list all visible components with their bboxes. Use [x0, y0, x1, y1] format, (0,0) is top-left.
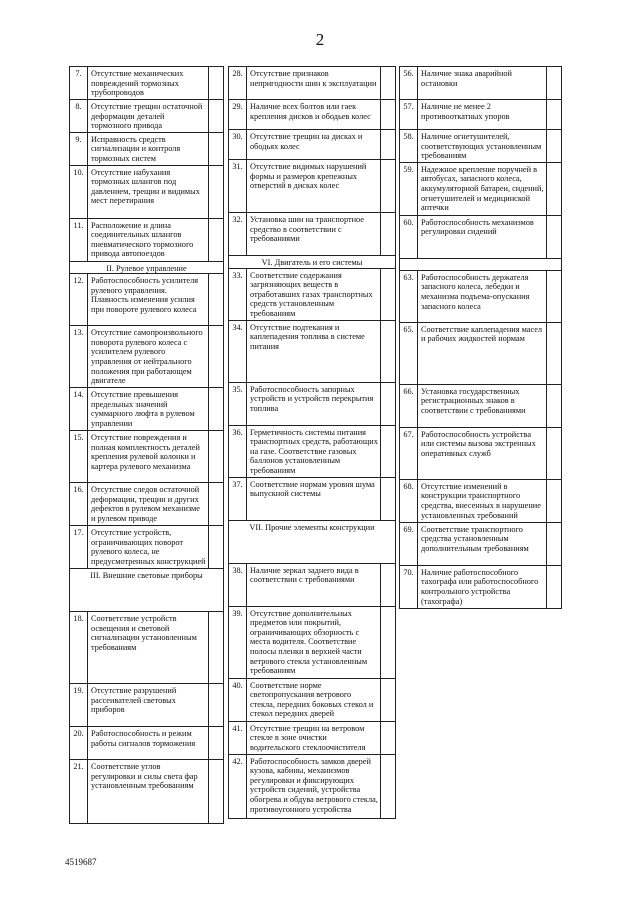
checklist-row [400, 384, 562, 427]
checklist-row [229, 213, 396, 256]
check-cell[interactable] [547, 100, 562, 130]
check-cell[interactable] [381, 721, 396, 754]
item-text: Исправность средств сигнализации и контроля тормозных систем [88, 132, 209, 165]
item-text: Отсутствие набухания тормозных шлангов под давлением, трещин и видимых мест перетирания [88, 165, 209, 218]
item-text: Наличие зеркал заднего вида в соответствии с требованиями [247, 563, 381, 606]
item-number: 39. [229, 606, 247, 678]
item-number: 40. [229, 678, 247, 721]
item-text: Отсутствие превышения предельных значений суммарного люфта в рулевом управлении [88, 388, 209, 431]
checklist-row [229, 606, 396, 678]
item-text: Наличие всех болтов или гаек крепления дисков и ободьев колес [247, 100, 381, 130]
checklist-column-1 [69, 66, 224, 824]
checklist-row [70, 274, 224, 326]
item-number: 56. [400, 67, 418, 100]
check-cell[interactable] [381, 563, 396, 606]
item-text: Соответствие транспортного средства установленным дополнительным требованиям [418, 522, 547, 565]
checklist-row [229, 382, 396, 425]
checklist-row [229, 754, 396, 818]
checklist-row [70, 165, 224, 218]
item-number: 38. [229, 563, 247, 606]
item-number: 57. [400, 100, 418, 130]
item-number: 70. [400, 565, 418, 608]
item-text: Расположение и длина соединительных шлангов пневматического тормозного привода автопоездов [88, 218, 209, 261]
item-text: Отсутствие повреждения и полная комплектность деталей крепления рулевой колонки и картера рулевого механизма [88, 431, 209, 483]
check-cell[interactable] [381, 678, 396, 721]
checklist-row [70, 526, 224, 569]
item-text: Отсутствие механических повреждений тормозных трубопроводов [88, 67, 209, 100]
check-cell[interactable] [209, 67, 224, 100]
item-number: 7. [70, 67, 88, 100]
check-cell[interactable] [209, 388, 224, 431]
section-heading: VII. Прочие элементы конструкции [229, 520, 396, 563]
checklist-row [400, 130, 562, 163]
section-row [229, 520, 396, 563]
check-cell[interactable] [209, 132, 224, 165]
item-number: 20. [70, 727, 88, 760]
check-cell[interactable] [547, 384, 562, 427]
item-text: Соответствие каплепадения масел и рабочих жидкостей нормам [418, 322, 547, 384]
page-number: 2 [315, 30, 325, 49]
checklist-row [400, 565, 562, 608]
document-id: 4519687 [65, 857, 97, 867]
item-number: 67. [400, 427, 418, 479]
item-number: 60. [400, 215, 418, 258]
item-text: Отсутствие изменений в конструкции транспортного средства, внесенных в нарушение установленных требований [418, 479, 547, 522]
item-number: 66. [400, 384, 418, 427]
checklist-column-2 [228, 66, 396, 819]
item-text: Надежное крепление поручней в автобусах, запасного колеса, аккумуляторной батареи, сидений, огнетушителей и медицинской аптечки [418, 162, 547, 215]
item-number: 28. [229, 67, 247, 100]
check-cell[interactable] [381, 130, 396, 160]
item-number: 11. [70, 218, 88, 261]
item-text: Соответствие норме светопропускания ветрового стекла, передних боковых стекол и стекол передних дверей [247, 678, 381, 721]
item-text: Работоспособность и режим работы сигналов торможения [88, 727, 209, 760]
check-cell[interactable] [209, 218, 224, 261]
item-text: Работоспособность держателя запасного колеса, лебедки и механизма подъема-опускания запасного колеса [418, 270, 547, 322]
item-text: Отсутствие признаков непригодности шин к эксплуатации [247, 67, 381, 100]
check-cell[interactable] [209, 274, 224, 326]
check-cell[interactable] [547, 522, 562, 565]
item-number: 10. [70, 165, 88, 218]
check-cell[interactable] [209, 326, 224, 388]
item-text: Работоспособность механизмов регулировки сидений [418, 215, 547, 258]
check-cell[interactable] [381, 100, 396, 130]
checklist-row [400, 479, 562, 522]
blank-row [400, 258, 562, 270]
checklist-row [229, 477, 396, 520]
check-cell[interactable] [209, 165, 224, 218]
item-number: 19. [70, 684, 88, 727]
check-cell[interactable] [381, 67, 396, 100]
checklist-row [70, 326, 224, 388]
checklist-row [70, 100, 224, 133]
checklist-row [229, 100, 396, 130]
checklist-row [229, 563, 396, 606]
item-number: 29. [229, 100, 247, 130]
check-cell[interactable] [209, 612, 224, 684]
checklist-row [70, 760, 224, 824]
checklist-row [229, 67, 396, 100]
item-number: 14. [70, 388, 88, 431]
check-cell[interactable] [547, 130, 562, 163]
checklist-row [400, 215, 562, 258]
item-number: 41. [229, 721, 247, 754]
item-text: Соответствие нормам уровня шума выпускной системы [247, 477, 381, 520]
check-cell[interactable] [209, 526, 224, 569]
check-cell[interactable] [381, 160, 396, 213]
checklist-row [70, 67, 224, 100]
item-number: 34. [229, 320, 247, 382]
checklist-row [229, 678, 396, 721]
item-text: Отсутствие устройств, ограничивающих поворот рулевого колеса, не предусмотренных конструкцией [88, 526, 209, 569]
item-number: 68. [400, 479, 418, 522]
item-number: 65. [400, 322, 418, 384]
check-cell[interactable] [209, 760, 224, 824]
item-text: Соответствие содержания загрязняющих веществ в отработавших газах транспортных средств установленным требованиям [247, 268, 381, 320]
check-cell[interactable] [381, 213, 396, 256]
item-number: 42. [229, 754, 247, 818]
checklist-row [229, 160, 396, 213]
item-text: Отсутствие разрушений рассеивателей световых приборов [88, 684, 209, 727]
item-number: 31. [229, 160, 247, 213]
check-cell[interactable] [547, 270, 562, 322]
item-number: 15. [70, 431, 88, 483]
check-cell[interactable] [381, 268, 396, 320]
item-number: 13. [70, 326, 88, 388]
blank-cell [400, 258, 562, 270]
item-number: 37. [229, 477, 247, 520]
check-cell[interactable] [547, 427, 562, 479]
checklist-row [70, 431, 224, 483]
item-text: Работоспособность запорных устройств и устройств перекрытия топлива [247, 382, 381, 425]
checklist-row [70, 612, 224, 684]
checklist-row [400, 162, 562, 215]
check-cell[interactable] [209, 100, 224, 133]
checklist-row [229, 320, 396, 382]
check-cell[interactable] [209, 727, 224, 760]
checklist-row [400, 100, 562, 130]
item-number: 12. [70, 274, 88, 326]
checklist-row [70, 132, 224, 165]
section-row [70, 261, 224, 274]
checklist-row [400, 427, 562, 479]
item-text: Наличие работоспособного тахографа или работоспособного контрольного устройства (тахографа) [418, 565, 547, 608]
item-number: 58. [400, 130, 418, 163]
check-cell[interactable] [381, 754, 396, 818]
check-cell[interactable] [381, 320, 396, 382]
check-cell[interactable] [209, 431, 224, 483]
item-text: Установка государственных регистрационных знаков в соответствии с требованиями [418, 384, 547, 427]
item-number: 36. [229, 425, 247, 477]
check-cell[interactable] [209, 684, 224, 727]
item-text: Отсутствие трещин на ветровом стекле в зоне очистки водительского стеклоочистителя [247, 721, 381, 754]
item-text: Работоспособность усилителя рулевого управления. Плавность изменения усилия при повороте рулевого колеса [88, 274, 209, 326]
checklist-row [229, 721, 396, 754]
check-cell[interactable] [547, 162, 562, 215]
check-cell[interactable] [381, 382, 396, 425]
check-cell[interactable] [547, 215, 562, 258]
item-number: 35. [229, 382, 247, 425]
section-row [229, 256, 396, 269]
checklist-row [400, 270, 562, 322]
item-number: 69. [400, 522, 418, 565]
checklist-row [70, 727, 224, 760]
item-text: Отсутствие трещин на дисках и ободьях колес [247, 130, 381, 160]
item-number: 30. [229, 130, 247, 160]
checklist-row [70, 218, 224, 261]
item-text: Соответствие устройств освещения и световой сигнализации установленным требованиям [88, 612, 209, 684]
item-number: 8. [70, 100, 88, 133]
check-cell[interactable] [209, 483, 224, 526]
checklist-row [70, 388, 224, 431]
check-cell[interactable] [381, 425, 396, 477]
item-text: Отсутствие видимых нарушений формы и размеров крепежных отверстий в дисках колес [247, 160, 381, 213]
item-number: 32. [229, 213, 247, 256]
item-text: Отсутствие подтекания и каплепадения топлива в системе питания [247, 320, 381, 382]
item-number: 63. [400, 270, 418, 322]
item-number: 9. [70, 132, 88, 165]
check-cell[interactable] [381, 606, 396, 678]
item-text: Отсутствие следов остаточной деформации, трещин и других дефектов в рулевом механизме и рулевом приводе [88, 483, 209, 526]
item-text: Герметичность системы питания транспортных средств, работающих на газе. Соответствие газовых баллонов установленным требованиям [247, 425, 381, 477]
item-text: Отсутствие трещин остаточной деформации деталей тормозного привода [88, 100, 209, 133]
checklist-row [400, 522, 562, 565]
check-cell[interactable] [547, 67, 562, 100]
item-text: Отсутствие дополнительных предметов или покрытий, ограничивающих обзорность с места водителя. Соответствие полосы пленки в верхней части ветрового стекла установленным требованиям [247, 606, 381, 678]
item-number: 18. [70, 612, 88, 684]
checklist-column-3 [399, 66, 562, 609]
section-heading: III. Внешние световые приборы [70, 569, 224, 612]
section-row [70, 569, 224, 612]
check-cell[interactable] [381, 477, 396, 520]
item-text: Отсутствие самопроизвольного поворота рулевого колеса с усилителем рулевого управления от нейтрального положения при работающем двигателе [88, 326, 209, 388]
item-text: Наличие огнетушителей, соответствующих установленным требованиям [418, 130, 547, 163]
item-text: Наличие знака аварийной остановки [418, 67, 547, 100]
check-cell[interactable] [547, 322, 562, 384]
item-text: Наличие не менее 2 противооткатных упоров [418, 100, 547, 130]
item-number: 17. [70, 526, 88, 569]
checklist-row [400, 67, 562, 100]
checklist-row [229, 130, 396, 160]
item-text: Работоспособность замков дверей кузова, кабины, механизмов регулировки и фиксирующих устройств сидений, устройства обогрева и обдува ветрового стекла, противоугонного устройства [247, 754, 381, 818]
item-number: 59. [400, 162, 418, 215]
item-text: Установка шин на транспортное средство в соответствии с требованиями [247, 213, 381, 256]
item-text: Соответствие углов регулировки и силы света фар установленным требованиям [88, 760, 209, 824]
check-cell[interactable] [547, 479, 562, 522]
checklist-row [400, 322, 562, 384]
checklist-row [229, 268, 396, 320]
check-cell[interactable] [547, 565, 562, 608]
item-number: 21. [70, 760, 88, 824]
section-heading: VI. Двигатель и его системы [229, 256, 396, 269]
item-number: 33. [229, 268, 247, 320]
item-number: 16. [70, 483, 88, 526]
item-text: Работоспособность устройства или системы вызова экстренных оперативных служб [418, 427, 547, 479]
checklist-row [70, 684, 224, 727]
section-heading: II. Рулевое управление [70, 261, 224, 274]
checklist-row [70, 483, 224, 526]
checklist-row [229, 425, 396, 477]
